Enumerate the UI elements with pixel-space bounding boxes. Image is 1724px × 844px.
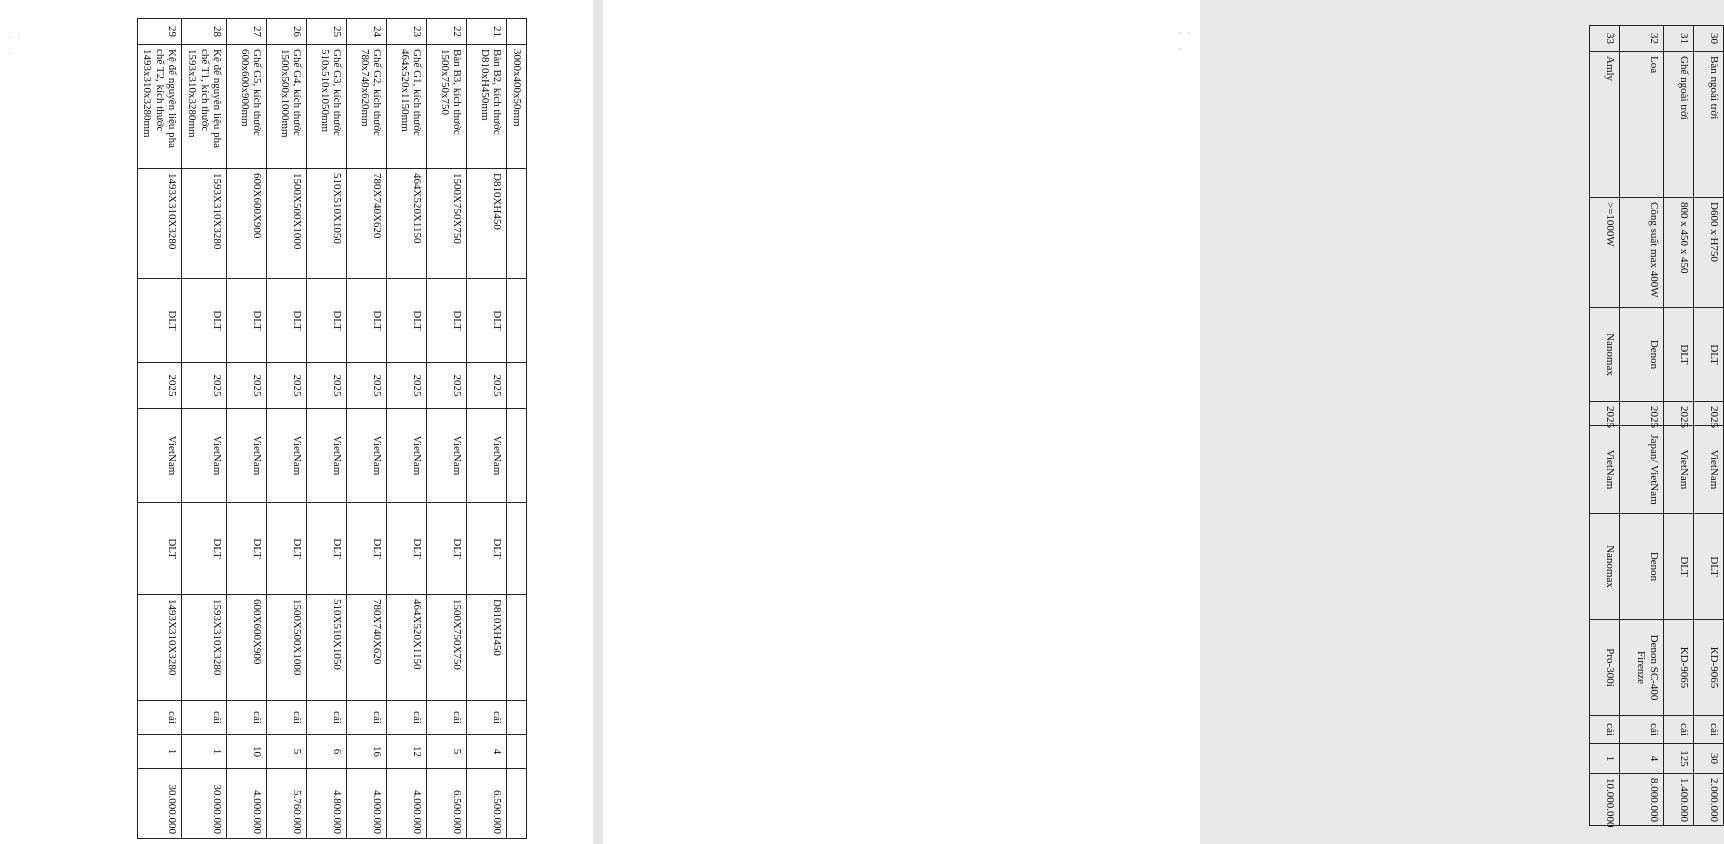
cell-stt: 31 <box>1664 26 1694 52</box>
cell-spec: 1500X500X1000 <box>267 169 307 279</box>
cell-origin: VietNam <box>387 409 427 503</box>
cell-stt: 24 <box>347 19 387 45</box>
cell-name: Ghế G2, kích thước 780x740x620mm <box>347 45 387 169</box>
cell-stt: 33 <box>1590 26 1620 52</box>
table-row <box>267 19 307 839</box>
cell-year: 2025 <box>182 363 227 409</box>
cell-model: 1593X310X3280 <box>182 595 227 701</box>
scan-marks: · <box>1178 44 1183 54</box>
cell-origin: VietNam <box>307 409 347 503</box>
cell-price: 1.400.000 <box>1664 774 1694 826</box>
cell-stt: 25 <box>307 19 347 45</box>
cell-spec: 780X740X620 <box>347 169 387 279</box>
table-row <box>182 19 227 839</box>
document-page-right <box>603 0 1720 844</box>
cell-qty: 5 <box>267 735 307 769</box>
cell-origin: VietNam <box>267 409 307 503</box>
cell-name: Ghế G3, kích thước 510x510x1050mm <box>307 45 347 169</box>
cell-brand: DLT <box>267 279 307 363</box>
table-row <box>1590 26 1620 826</box>
cell-origin: VietNam <box>347 409 387 503</box>
cell-maker: DLT <box>227 503 267 595</box>
cell-origin: VietNam <box>1590 426 1620 514</box>
cell-brand: DLT <box>1694 308 1724 402</box>
cell-qty: 12 <box>387 735 427 769</box>
equipment-table-left <box>137 18 527 839</box>
cell-unit: cái <box>427 701 467 735</box>
cell-stt: 29 <box>137 19 182 45</box>
scan-marks: · · <box>8 32 23 42</box>
cell-maker: Denon <box>1620 514 1664 620</box>
cell-spec: D600 x H750 <box>1694 198 1724 308</box>
cell-maker: DLT <box>1694 514 1724 620</box>
cell-spec: 1593X310X3280 <box>182 169 227 279</box>
table-row <box>1664 26 1694 826</box>
cell-unit: cái <box>387 701 427 735</box>
cell-price: 6.500.000 <box>467 769 507 839</box>
cell-year: 2025 <box>387 363 427 409</box>
cell-year: 2025 <box>307 363 347 409</box>
cell-qty: 1 <box>1590 744 1620 774</box>
cell-unit: cái <box>467 701 507 735</box>
cell-brand: DLT <box>427 279 467 363</box>
cell-unit: cái <box>227 701 267 735</box>
cell-brand: DLT <box>347 279 387 363</box>
cell-maker: DLT <box>1664 514 1694 620</box>
cell-price: 4.000.000 <box>227 769 267 839</box>
cell-unit: cái <box>347 701 387 735</box>
cell-maker: Nanomax <box>1590 514 1620 620</box>
cell-spec: 464X520X1150 <box>387 169 427 279</box>
cell-stt: 30 <box>1694 26 1724 52</box>
cell-name: Ghế G4, kích thước 1500x500x1000mm <box>267 45 307 169</box>
cell-brand: DLT <box>227 279 267 363</box>
page-gutter <box>593 0 603 844</box>
cell-model: Denon SC-400 Firenze <box>1620 620 1664 716</box>
equipment-table-right <box>1589 25 1724 826</box>
cell-year: 2025 <box>267 363 307 409</box>
cell-origin: VietNam <box>182 409 227 503</box>
scan-marks: · · <box>1178 28 1193 38</box>
cell-spec: 1493X310X3280 <box>137 169 182 279</box>
cell-price: 4.800.000 <box>307 769 347 839</box>
cell-price: 8.000.000 <box>1620 774 1664 826</box>
document-page-left <box>0 0 593 844</box>
cell-model: 1500X750X750 <box>427 595 467 701</box>
cell-brand: DLT <box>467 279 507 363</box>
cell-origin: VietNam <box>1694 426 1724 514</box>
cell-price: 5.760.000 <box>267 769 307 839</box>
cell-brand: DLT <box>182 279 227 363</box>
cell-model: KD-9065 <box>1694 620 1724 716</box>
cell-origin: VietNam <box>427 409 467 503</box>
cell-stt: 21 <box>467 19 507 45</box>
cell-qty: 5 <box>427 735 467 769</box>
cell-unit: cái <box>1664 716 1694 744</box>
cell-name: Ghế ngoài trời <box>1664 52 1694 198</box>
cell-qty: 1 <box>137 735 182 769</box>
cell-price: 4.000.000 <box>347 769 387 839</box>
table-row <box>137 19 182 839</box>
cell-origin: Japan/ VietNam <box>1620 426 1664 514</box>
cell-origin: VietNam <box>1664 426 1694 514</box>
cell-origin: VietNam <box>137 409 182 503</box>
cell-price: 30.000.000 <box>182 769 227 839</box>
cell-model: 510X510X1050 <box>307 595 347 701</box>
cell-year: 2025 <box>427 363 467 409</box>
cell-brand: DLT <box>137 279 182 363</box>
cell-year: 2025 <box>1694 402 1724 426</box>
table-row <box>347 19 387 839</box>
cell-qty: 16 <box>347 735 387 769</box>
table-row <box>507 19 527 839</box>
cell-origin: VietNam <box>227 409 267 503</box>
table-row <box>427 19 467 839</box>
cell-model: KD-9065 <box>1664 620 1694 716</box>
cell-unit: cái <box>267 701 307 735</box>
cell-maker: DLT <box>267 503 307 595</box>
cell-stt: 28 <box>182 19 227 45</box>
cell-brand: Denon <box>1620 308 1664 402</box>
table-row <box>1694 26 1724 826</box>
cell-name: Bàn B3, kích thước 1500x750x750 <box>427 45 467 169</box>
table-row <box>227 19 267 839</box>
cell-unit: cái <box>1620 716 1664 744</box>
cell-unit: cái <box>1694 716 1724 744</box>
cell-price: 4.000.000 <box>387 769 427 839</box>
scan-marks: · <box>8 48 13 58</box>
cell-name: Kệ để nguyên liệu pha chế T2, kích thước 1493x310x3280mm <box>137 45 182 169</box>
cell-model: 780X740X620 <box>347 595 387 701</box>
cell-model: D810XH450 <box>467 595 507 701</box>
cell-maker: DLT <box>182 503 227 595</box>
cell-spec: >=1000W <box>1590 198 1620 308</box>
cell-name: Ghế G1, kích thước 464x520x1150mm <box>387 45 427 169</box>
cell-year: 2025 <box>137 363 182 409</box>
cell-brand: DLT <box>387 279 427 363</box>
cell-name: Kệ để nguyên liệu pha chế T1, kích thước 1593x310x3280mm <box>182 45 227 169</box>
cell-stt: 32 <box>1620 26 1664 52</box>
cell-brand: DLT <box>307 279 347 363</box>
right-rotated-table <box>1589 25 1724 826</box>
cell-qty: 4 <box>1620 744 1664 774</box>
cell-spec: Công suất max 400W <box>1620 198 1664 308</box>
cell-stt: 22 <box>427 19 467 45</box>
cell-stt: 27 <box>227 19 267 45</box>
cell-maker: DLT <box>347 503 387 595</box>
cell-maker: DLT <box>467 503 507 595</box>
cell-unit: cái <box>182 701 227 735</box>
cell-price: 10.000.000 <box>1590 774 1620 826</box>
cell-stt: 23 <box>387 19 427 45</box>
cell-model: 464X520X1150 <box>387 595 427 701</box>
cell-maker: DLT <box>387 503 427 595</box>
cell-unit: cái <box>137 701 182 735</box>
cell-year: 2025 <box>347 363 387 409</box>
cell-unit: cái <box>1590 716 1620 744</box>
cell-name: Bàn B2, kích thước D810xH450mm <box>467 45 507 169</box>
cell-maker: DLT <box>427 503 467 595</box>
cell-spec: 510X510X1050 <box>307 169 347 279</box>
cell-year: 2025 <box>1620 402 1664 426</box>
cell-price: 30.000.000 <box>137 769 182 839</box>
cell-qty: 1 <box>182 735 227 769</box>
cell-maker: DLT <box>137 503 182 595</box>
cell-origin: VietNam <box>467 409 507 503</box>
cell-name: Bàn ngoài trời <box>1694 52 1724 198</box>
cell-qty: 4 <box>467 735 507 769</box>
cell-unit: cái <box>307 701 347 735</box>
cell-model: 1500X500X1000 <box>267 595 307 701</box>
table-row <box>387 19 427 839</box>
cell-brand: Nanomax <box>1590 308 1620 402</box>
table-row <box>1620 26 1664 826</box>
cell-spec: D810XH450 <box>467 169 507 279</box>
cell-price: 6.500.000 <box>427 769 467 839</box>
cell-brand: DLT <box>1664 308 1694 402</box>
table-row <box>467 19 507 839</box>
cell-spec: 600X600X900 <box>227 169 267 279</box>
cell-model: 1493X310X3280 <box>137 595 182 701</box>
cell-spec: 800 x 450 x 450 <box>1664 198 1694 308</box>
cell-price: 2.000.000 <box>1694 774 1724 826</box>
cell-qty: 125 <box>1664 744 1694 774</box>
cell-spec: 1500X750X750 <box>427 169 467 279</box>
left-rotated-table <box>137 18 527 839</box>
cell-stt: 26 <box>267 19 307 45</box>
cell-maker: DLT <box>307 503 347 595</box>
cell-year: 2025 <box>227 363 267 409</box>
cell-qty: 10 <box>227 735 267 769</box>
cell-name: Loa <box>1620 52 1664 198</box>
cell-model: Pro-300i <box>1590 620 1620 716</box>
cell-qty: 6 <box>307 735 347 769</box>
cell-model: 600X600X900 <box>227 595 267 701</box>
cell-qty: 30 <box>1694 744 1724 774</box>
cell-name: Ghế G5, kích thước 600x600x900mm <box>227 45 267 169</box>
cell-year: 2025 <box>1590 402 1620 426</box>
cell-spec-continued: 3000x400x50mm <box>507 45 527 169</box>
cell-year: 2025 <box>1664 402 1694 426</box>
cell-year: 2025 <box>467 363 507 409</box>
cell-name: Amly <box>1590 52 1620 198</box>
table-row <box>307 19 347 839</box>
